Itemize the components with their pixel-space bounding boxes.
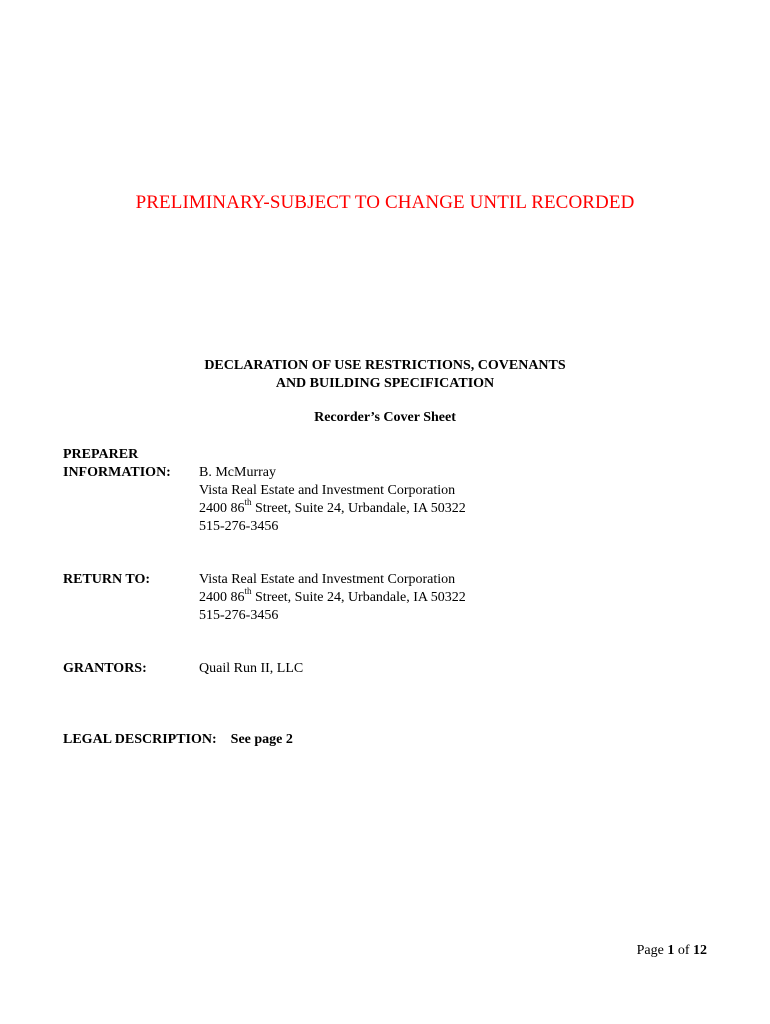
preliminary-banner: PRELIMINARY-SUBJECT TO CHANGE UNTIL RECORDED — [135, 192, 635, 213]
page-number — [637, 943, 707, 959]
legal-description — [63, 732, 293, 748]
preparer-label-line-1: PREPARER — [63, 447, 139, 462]
page-number-prefix: Page — [636, 943, 668, 958]
cover-sheet-heading: Recorder’s Cover Sheet — [314, 410, 456, 425]
return-to-info — [199, 571, 466, 625]
return-to-address-rest: Street, Suite 24, Urbandale, IA 50322 — [251, 590, 466, 605]
page-number-current: 1 — [667, 943, 675, 958]
return-to-address-number: 2400 86 — [199, 590, 245, 605]
return-to-company: Vista Real Estate and Investment Corporation — [199, 572, 456, 587]
preparer-label — [63, 446, 171, 482]
return-to-address — [199, 586, 466, 607]
page-number-total: 12 — [693, 943, 707, 958]
document-title-line-1: DECLARATION OF USE RESTRICTIONS, COVENANTS — [204, 358, 566, 373]
preparer-address-suffix: th — [244, 497, 252, 508]
legal-description-value: See page 2 — [230, 732, 293, 747]
page-number-of: of — [674, 943, 693, 958]
preparer-address-number: 2400 86 — [199, 501, 245, 516]
preparer-phone: 515-276-3456 — [199, 519, 279, 534]
return-to-phone: 515-276-3456 — [199, 608, 279, 623]
preparer-name: B. McMurray — [199, 465, 276, 480]
document-title-line-2: AND BUILDING SPECIFICATION — [275, 376, 495, 391]
return-to-label: RETURN TO: — [63, 572, 151, 587]
preparer-info — [199, 464, 466, 536]
return-to-address-suffix: th — [244, 586, 252, 597]
preparer-company: Vista Real Estate and Investment Corporation — [199, 483, 456, 498]
document-title — [0, 357, 770, 393]
preparer-address-rest: Street, Suite 24, Urbandale, IA 50322 — [251, 501, 466, 516]
legal-description-label: LEGAL DESCRIPTION: — [63, 732, 217, 747]
grantors-label: GRANTORS: — [63, 661, 147, 676]
preparer-address — [199, 497, 466, 518]
preparer-label-line-2: INFORMATION: — [63, 465, 171, 480]
grantors-value: Quail Run II, LLC — [199, 661, 304, 676]
